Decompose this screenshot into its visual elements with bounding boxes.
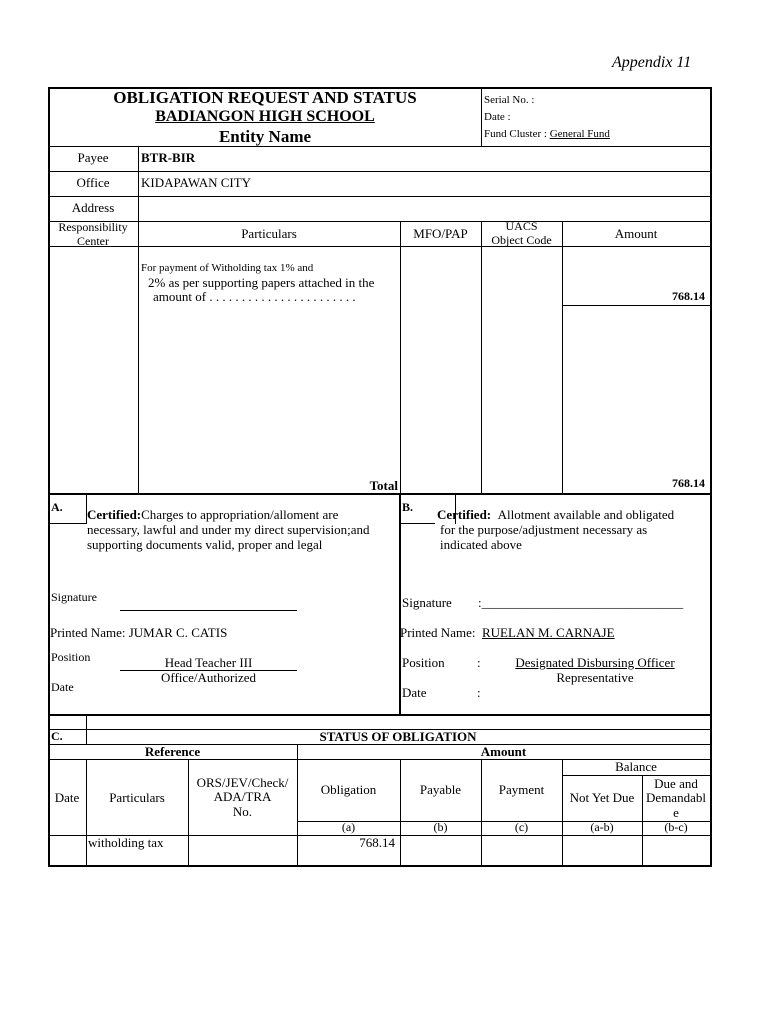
resp-center-line2: Center xyxy=(77,233,109,248)
cert-a-certified: Certified: xyxy=(87,507,142,522)
cert-b-date-label: Date xyxy=(402,685,427,700)
amount-underline xyxy=(562,305,710,306)
fund-cluster-label xyxy=(484,128,610,141)
particulars-text-line2: 2% as per supporting papers attached in the xyxy=(148,275,375,290)
status-particulars-header: Particulars xyxy=(109,790,165,805)
mfo-header: MFO/PAP xyxy=(413,226,468,241)
balance-header: Balance xyxy=(615,759,657,774)
sub-label-bc: (b-c) xyxy=(664,820,688,834)
sub-label-c: (c) xyxy=(514,820,529,834)
amount-header: Amount xyxy=(614,226,658,241)
cert-a-signature-line xyxy=(120,610,297,611)
cert-b-letter-box-bottom xyxy=(401,523,435,524)
total-amount: 768.14 xyxy=(672,476,705,490)
payee-value: BTR-BIR xyxy=(141,150,196,165)
uacs-header xyxy=(481,220,562,248)
cert-a-text1: Charges to appropriation/alloment are xyxy=(141,507,339,522)
cert-a-date-label: Date xyxy=(51,680,74,694)
cert-b-position-colon: : xyxy=(477,655,481,670)
payable-header: Payable xyxy=(419,782,462,797)
particulars-text-line1: For payment of Witholding tax 1% and xyxy=(141,262,314,274)
cert-a-line3: supporting documents valid, proper and legal xyxy=(87,537,323,552)
status-row-obligation: 768.14 xyxy=(359,835,395,850)
ors-line1: ORS/JEV/Check/ xyxy=(196,775,289,790)
form-right-border xyxy=(710,87,712,867)
uacs-col-line xyxy=(562,221,563,495)
cert-b-printed-label: Printed Name: xyxy=(400,625,476,640)
status-date-col xyxy=(86,759,87,866)
cert-b-position-label: Position xyxy=(402,655,445,670)
cert-a-position-line1: Head Teacher III xyxy=(164,655,253,670)
cert-a-line2: necessary, lawful and under my direct supervision;and xyxy=(87,522,370,537)
particulars-amount: 768.14 xyxy=(672,289,705,303)
cert-b-position-line2: Representative xyxy=(556,670,634,685)
form-bottom-border xyxy=(48,865,712,867)
cert-b-line1 xyxy=(437,508,674,523)
status-title: STATUS OF OBLIGATION xyxy=(319,729,477,744)
particulars-col-line xyxy=(400,221,401,495)
sub-label-ab: (a-b) xyxy=(590,820,614,834)
uacs-line1: UACS xyxy=(505,219,538,233)
info-divider xyxy=(138,146,139,222)
column-header-border xyxy=(48,246,712,247)
due-demandable-header xyxy=(642,777,710,820)
mfo-col-line xyxy=(481,221,482,495)
office-row-border xyxy=(48,196,712,197)
not-yet-due-header: Not Yet Due xyxy=(569,790,635,805)
status-payable-col xyxy=(481,759,482,866)
cert-b-signature-label: Signature xyxy=(402,595,452,610)
status-date-header: Date xyxy=(54,790,80,805)
ors-line3: No. xyxy=(232,803,253,819)
cert-b-line2: for the purpose/adjustment necessary as xyxy=(440,522,648,537)
cert-b-certified: Certified: xyxy=(437,507,492,522)
amount-group-header: Amount xyxy=(480,744,527,759)
cert-b-letter: B. xyxy=(402,500,414,514)
cert-a-letter-box-bottom xyxy=(48,523,86,524)
cert-b-position-line1: Designated Disbursing Officer xyxy=(515,655,675,670)
payment-header: Payment xyxy=(498,782,545,797)
entity-name: Entity Name xyxy=(218,127,312,146)
due-line1: Due and xyxy=(654,776,698,791)
sub-label-b: (b) xyxy=(433,820,448,834)
fund-cluster-caption: Fund Cluster : xyxy=(484,128,547,140)
cert-a-signature-label: Signature xyxy=(51,590,97,604)
body-bottom-border xyxy=(48,493,712,495)
cert-b-signature-line: :_______________________________ xyxy=(478,595,684,610)
ors-header xyxy=(188,776,297,819)
status-obligation-col xyxy=(400,759,401,866)
cert-b-printed-value: RUELAN M. CARNAJE xyxy=(482,625,615,640)
resp-center-header xyxy=(48,221,138,249)
cert-a-printed-name: Printed Name: JUMAR C. CATIS xyxy=(50,625,228,640)
header-divider xyxy=(481,87,482,147)
date-label: Date : xyxy=(484,111,511,123)
office-value: KIDAPAWAN CITY xyxy=(141,175,252,190)
cert-a-position-line2: Office/Authorized xyxy=(160,670,257,685)
due-line2: Demandabl xyxy=(646,790,706,806)
cert-bottom-border xyxy=(48,714,712,716)
due-line3: e xyxy=(673,804,679,820)
ors-line2: ADA/TRA xyxy=(213,789,272,805)
reference-header: Reference xyxy=(144,744,201,759)
appendix-label: Appendix 11 xyxy=(612,54,692,71)
particulars-header: Particulars xyxy=(241,226,297,241)
resp-col-line xyxy=(138,221,139,495)
cert-a-position-label: Position xyxy=(51,650,91,664)
cert-b-line3: indicated above xyxy=(440,537,522,552)
cert-a-letter: A. xyxy=(51,500,63,514)
resp-center-line1: Responsibility xyxy=(58,220,128,234)
cert-b-text1: Allotment available and obligated xyxy=(497,507,675,522)
status-row-particulars: witholding tax xyxy=(88,835,164,850)
form-title: OBLIGATION REQUEST AND STATUS xyxy=(113,88,417,107)
particulars-text-line3: amount of . . . . . . . . . . . . . . . . . . . . . . . xyxy=(153,289,356,304)
school-name: BADIANGON HIGH SCHOOL xyxy=(155,108,375,125)
cert-b-date-colon: : xyxy=(477,685,481,700)
payee-row-border xyxy=(48,171,712,172)
total-label: Total xyxy=(369,478,398,493)
office-label: Office xyxy=(76,175,110,190)
fund-cluster-value: General Fund xyxy=(549,128,610,140)
reference-amount-divider xyxy=(297,744,298,866)
uacs-line2: Object Code xyxy=(491,232,552,247)
payee-label: Payee xyxy=(77,150,109,165)
address-row-border xyxy=(48,221,712,222)
address-label: Address xyxy=(71,200,115,215)
sub-label-a: (a) xyxy=(341,820,356,834)
status-letter: C. xyxy=(51,729,63,743)
obligation-header: Obligation xyxy=(320,782,377,797)
cert-divider xyxy=(399,493,401,715)
serial-no-label: Serial No. : xyxy=(484,94,535,106)
cert-a-line1 xyxy=(87,508,338,523)
